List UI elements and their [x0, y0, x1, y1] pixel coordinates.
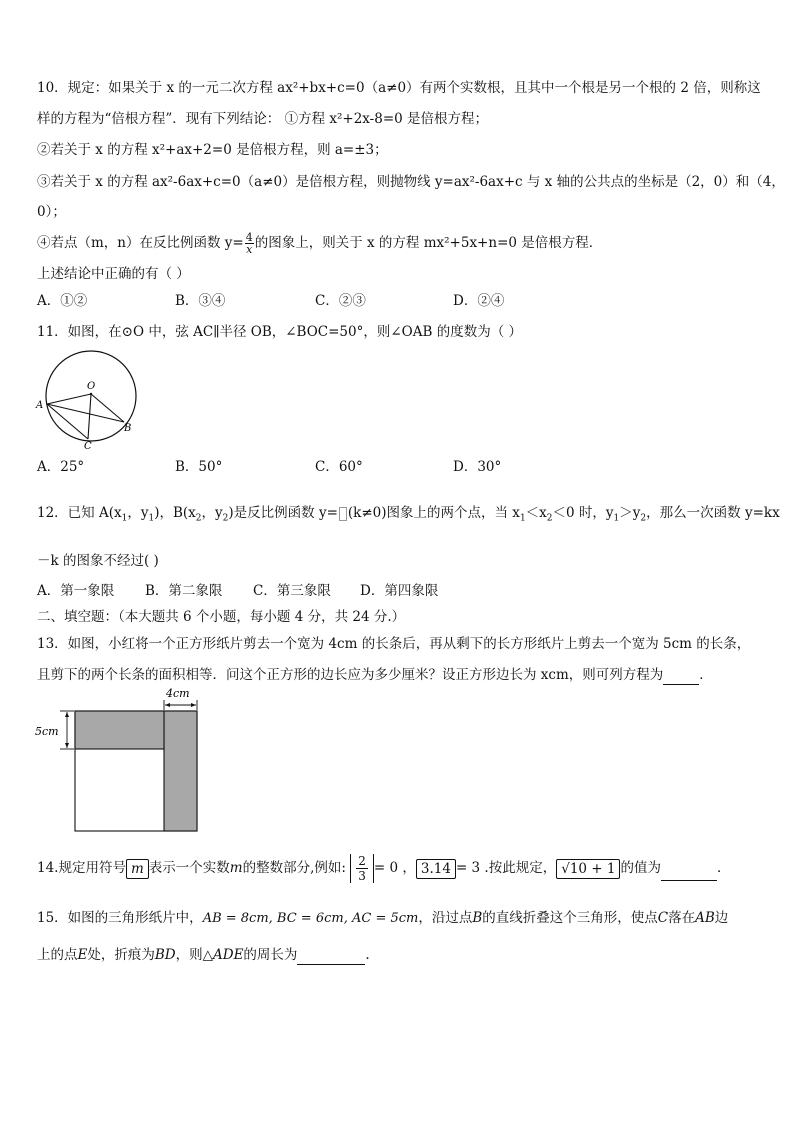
q11-option-b[interactable]: B．50°	[175, 459, 223, 475]
q13-line2-end: ．	[699, 667, 713, 683]
dim-4cm-arrow-right	[191, 703, 196, 707]
q12-line2: －k 的图象不经过( )	[37, 553, 159, 569]
q10-line6-start: ④若点（m，n）在反比例函数 y=	[37, 235, 244, 251]
q15-formula: AB = 8cm, BC = 6cm, AC = 5cm	[202, 911, 419, 926]
q12-seg7: ＜x	[525, 505, 547, 521]
q12-seg2: ，y	[127, 505, 149, 521]
q15-text-f: 上的点	[37, 947, 78, 963]
q10-stem-end: 上述结论中正确的有（ ）	[37, 266, 190, 282]
q12-broken-fraction-icon	[339, 507, 347, 521]
q15-crease-bd: BD	[154, 947, 176, 963]
label-o: O	[87, 381, 96, 392]
q14-bracket-314: 3.14	[416, 859, 456, 879]
strip-4cm	[164, 711, 197, 831]
section2-heading: 二、填空题：（本大题共 6 个小题，每小题 4 分，共 24 分.）	[37, 609, 406, 625]
q14-var-m: m	[229, 860, 243, 876]
q14-line	[37, 854, 730, 883]
q15-text-d: 落在	[668, 910, 696, 926]
radius-oc	[88, 394, 91, 439]
q15-end: .	[365, 947, 370, 963]
q12-sub-y1b: 1	[613, 513, 620, 524]
q10-frac-num: 4	[245, 231, 253, 244]
q12-option-d[interactable]: D．第四象限	[360, 583, 439, 599]
dim-5cm-arrow-bottom	[65, 743, 69, 748]
q11-option-d[interactable]: D．30°	[453, 459, 502, 475]
q15-text-c: 的直线折叠这个三角形，使点	[482, 910, 658, 926]
q15-line1	[37, 909, 728, 928]
q15-answer-blank[interactable]	[297, 946, 365, 965]
q14-text-d: 的值为	[620, 860, 661, 876]
q15-text-a: 15．如图的三角形纸片中，	[37, 910, 203, 926]
strip-5cm	[75, 711, 164, 749]
q10-option-a[interactable]: A．①②	[37, 293, 88, 309]
q11-option-c[interactable]: C．60°	[315, 459, 363, 475]
q14-text-a: 14.规定用符号	[37, 860, 126, 876]
q12-sub-x2b: 2	[546, 513, 553, 524]
q15-point-c: C	[657, 910, 669, 926]
q12-option-a[interactable]: A．第一象限	[37, 583, 115, 599]
q15-text-h: ，则	[175, 947, 203, 963]
q15-point-e: E	[77, 947, 88, 963]
q14-frac-num: 2	[358, 854, 366, 868]
q14-frac-den: 3	[358, 869, 366, 883]
q15-point-b: B	[472, 910, 483, 926]
segment-oa	[47, 394, 91, 404]
q14-bracket-m: m	[126, 859, 149, 879]
q12-sub-x1: 1	[121, 513, 128, 524]
label-5cm: 5cm	[35, 725, 59, 738]
q10-option-c[interactable]: C．②③	[315, 293, 366, 309]
q14-bracket-frac	[350, 854, 374, 883]
segment-ab	[47, 404, 124, 422]
q15-text-i: 的周长为	[243, 947, 298, 963]
label-4cm: 4cm	[166, 687, 190, 700]
q11-option-a[interactable]: A．25°	[37, 459, 85, 475]
q13-answer-blank[interactable]	[663, 666, 699, 685]
q14-ex1-result: = 0 ，	[373, 860, 416, 876]
q12-option-c[interactable]: C．第三象限	[253, 583, 331, 599]
q12-seg8: ＜0 时，y	[552, 505, 614, 521]
q10-fraction	[245, 232, 254, 255]
q10-options	[37, 292, 504, 310]
q10-line1: 10．规定：如果关于 x 的一元二次方程 ax²+bx+c=0（a≠0）有两个实数根，且其中一个根是另一个根的 2 倍，则称这	[37, 80, 761, 96]
q12-sub-y1: 1	[148, 513, 155, 524]
q15-text-b: ，沿过点	[418, 910, 473, 926]
q14-ex2-result: = 3 .按此规定，	[455, 860, 557, 876]
q10-option-d[interactable]: D．②④	[453, 293, 505, 309]
q12-option-b[interactable]: B．第二象限	[145, 583, 223, 599]
q12-sub-x2: 2	[195, 513, 202, 524]
q11-options	[37, 458, 501, 476]
q12-seg4: ，y	[201, 505, 223, 521]
q13-line2	[37, 666, 713, 685]
q10-option-b[interactable]: B．③④	[175, 293, 226, 309]
q13-line2-text: 且剪下的两个长条的面积相等．问这个正方形的边长应为多少厘米？设正方形边长为 xcm，则可列方程为	[37, 667, 664, 683]
q14-answer-blank[interactable]	[661, 856, 717, 881]
q14-bracket-sqrt: √10 + 1	[556, 859, 620, 879]
q12-sub-x1b: 1	[519, 513, 526, 524]
q15-triangle-ade: △ADE	[202, 947, 244, 963]
q12-seg1: 12．已知 A(x	[37, 505, 122, 521]
label-c: C	[84, 441, 92, 452]
q15-text-e: 边	[714, 910, 729, 926]
label-b: B	[124, 423, 132, 434]
q10-line2: 样的方程为“倍根方程”．现有下列结论： ①方程 x²+2x-8=0 是倍根方程；	[37, 111, 489, 127]
q15-text-g: 处，折痕为	[87, 947, 155, 963]
q10-line3: ②若关于 x 的方程 x²+ax+2=0 是倍根方程，则 a=±3；	[37, 142, 388, 158]
q12-seg9: ＞y	[619, 505, 641, 521]
q10-frac-den: x	[246, 243, 253, 256]
q10-line4: ③若关于 x 的方程 ax²-6ax+c=0（a≠0）是倍根方程，则抛物线 y=ax²-6ax+c 与 x 轴的公共点的坐标是（2，0）和（4，	[37, 174, 785, 190]
q13-line1: 13．如图，小红将一个正方形纸片剪去一个宽为 4cm 的长条后，再从剩下的长方形纸片上剪去一个宽为 5cm 的长条，	[37, 636, 751, 652]
q10-line6-end: 的图象上，则关于 x 的方程 mx²+5x+n=0 是倍根方程．	[254, 235, 603, 251]
q10-line6	[37, 232, 602, 255]
q15-seg-ab: AB	[695, 910, 715, 926]
q14-text-c: 的整数部分,例如:	[242, 860, 346, 876]
q12-sub-y2: 2	[222, 513, 229, 524]
q12-options	[37, 582, 438, 600]
q10-line5: 0）；	[37, 204, 66, 220]
q11-stem: 11．如图，在⊙O 中，弦 AC∥半径 OB，∠BOC=50°，则∠OAB 的度数为（ ）	[37, 324, 522, 340]
q12-seg3: )，B(x	[154, 505, 196, 521]
center-point	[90, 393, 92, 395]
dim-4cm-arrow-left	[165, 703, 170, 707]
q11-circle-figure	[34, 348, 146, 452]
q12-line1	[37, 504, 780, 528]
q12-seg6: (k≠0)图象上的两个点，当 x	[347, 505, 520, 521]
q14-end: ．	[716, 860, 731, 876]
q12-seg5: )是反比例函数 y=	[228, 505, 338, 521]
q14-text-b: 表示一个实数	[148, 860, 230, 876]
q12-seg10: ，那么一次函数 y=kx	[646, 505, 780, 521]
dim-5cm-arrow-top	[65, 712, 69, 717]
q13-square-figure	[34, 686, 204, 836]
q15-line2	[37, 946, 370, 965]
q12-sub-y2b: 2	[640, 513, 647, 524]
label-a: A	[36, 400, 44, 411]
